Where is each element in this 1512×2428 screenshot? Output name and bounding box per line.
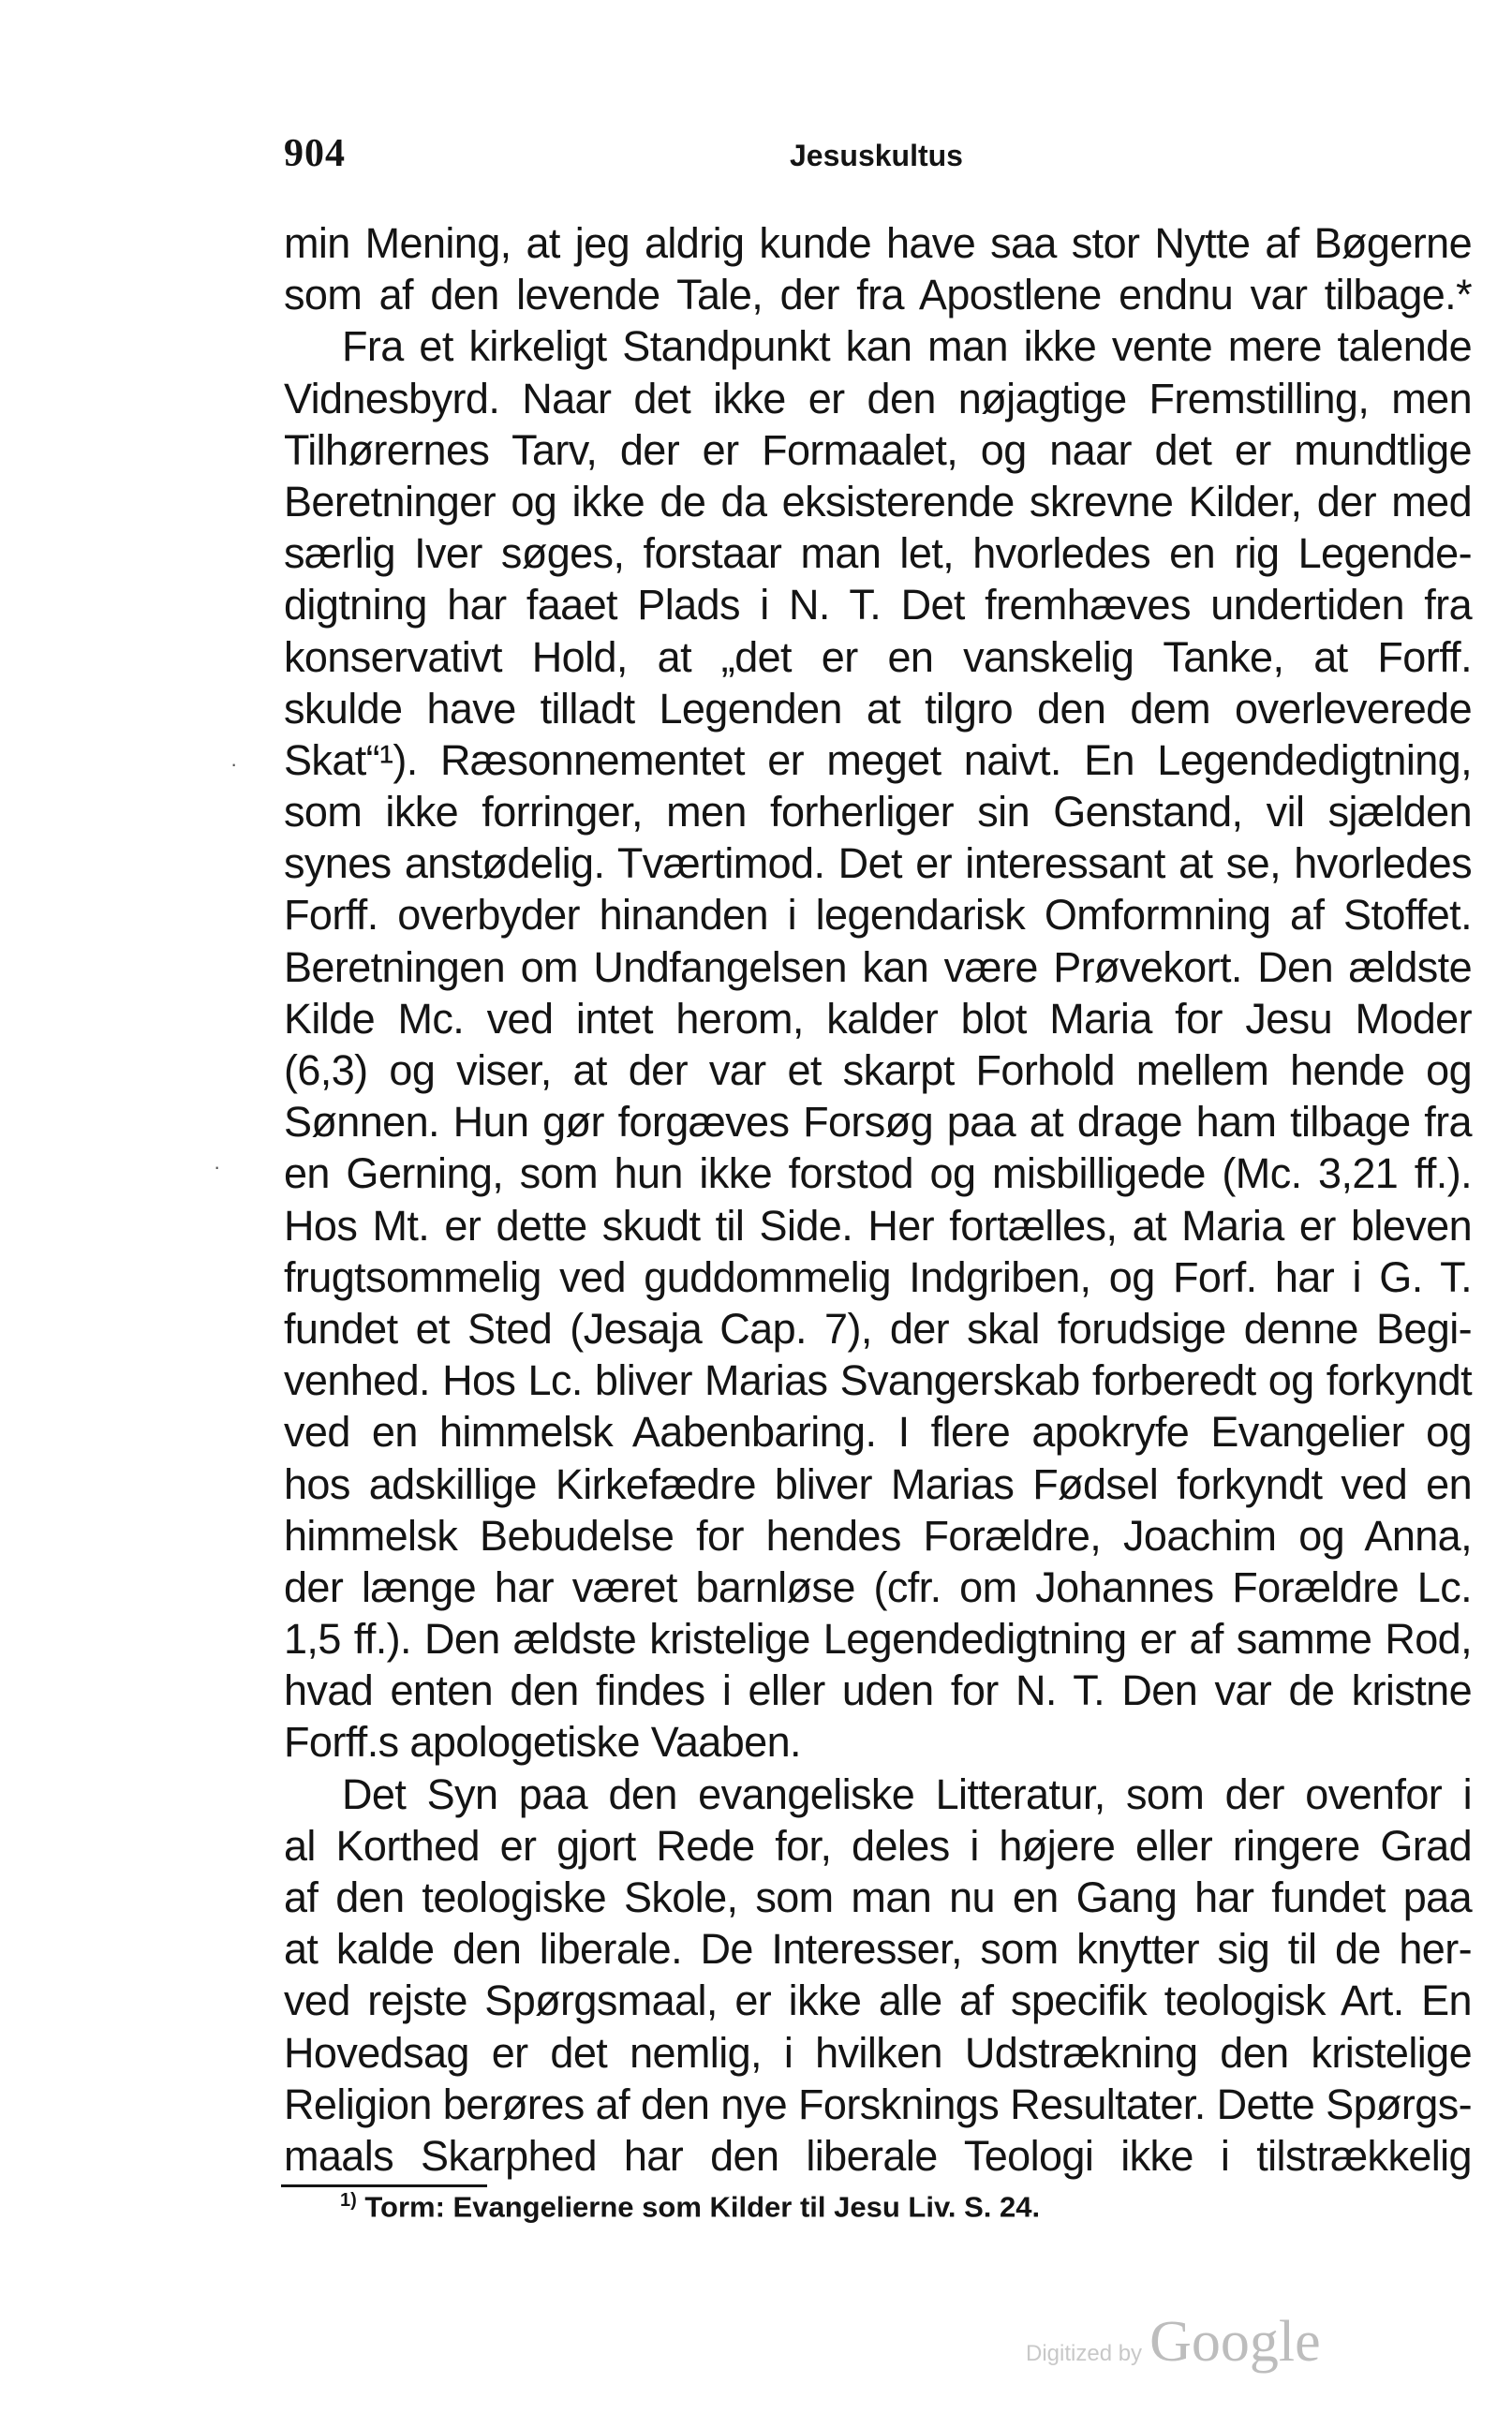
running-title: Jesuskultus	[790, 139, 963, 172]
text-line: særlig Iver søges, forstaar man let, hvorledes en rig Legende-	[284, 529, 1472, 578]
text-line: venhed. Hos Lc. bliver Marias Svangerskab forberedt og forkyndt	[284, 1356, 1472, 1405]
text-line: min Mening, at jeg aldrig kunde have saa stor Nytte af Bøgerne	[284, 219, 1472, 267]
margin-mark: ·	[214, 1155, 221, 1178]
footnote-text: Torm: Evangelierne som Kilder til Jesu Liv. S. 24.	[364, 2190, 1041, 2224]
text-line: (6,3) og viser, at der var et skarpt Forhold mellem hende og	[284, 1046, 1472, 1094]
text-line: himmelsk Bebudelse for hendes Forældre, Joachim og Anna,	[284, 1511, 1472, 1560]
text-line: Det Syn paa den evangeliske Litteratur, som der ovenfor i	[342, 1769, 1472, 1818]
text-line: hvad enten den findes i eller uden for N. T. Den var de kristne	[284, 1666, 1472, 1715]
text-line: Beretninger og ikke de da eksisterende skrevne Kilder, der med	[284, 477, 1472, 526]
text-line: Forff.s apologetiske Vaaben.	[284, 1718, 801, 1767]
text-line: en Gerning, som hun ikke forstod og misbilligede (Mc. 3,21 ff.).	[284, 1149, 1472, 1198]
text-line: al Korthed er gjort Rede for, deles i højere eller ringere Grad	[284, 1821, 1472, 1870]
text-line: der længe har været barnløse (cfr. om Johannes Forældre Lc.	[284, 1562, 1472, 1611]
text-line: maals Skarphed har den liberale Teologi ikke i tilstrækkelig	[284, 2131, 1472, 2180]
page-header	[284, 131, 1474, 187]
text-line: konservativt Hold, at „det er en vanskelig Tanke, at Forff.	[284, 632, 1472, 681]
text-line: skulde have tilladt Legenden at tilgro den dem overleverede	[284, 684, 1472, 733]
footnote	[340, 2190, 1040, 2224]
text-line: Tilhørernes Tarv, der er Formaalet, og naar det er mundtlige	[284, 425, 1472, 474]
text-line: at kalde den liberale. De Interesser, som knytter sig til de her-	[284, 1925, 1472, 1974]
text-line: som ikke forringer, men forherliger sin Genstand, vil sjælden	[284, 788, 1472, 836]
text-line: Sønnen. Hun gør forgæves Forsøg paa at drage ham tilbage fra	[284, 1098, 1472, 1147]
text-line: Forff. overbyder hinanden i legendarisk Omformning af Stoffet.	[284, 891, 1472, 940]
text-line: 1,5 ff.). Den ældste kristelige Legendedigtning er af samme Rod,	[284, 1615, 1472, 1664]
text-line: fundet et Sted (Jesaja Cap. 7), der skal forudsige denne Begi-	[284, 1304, 1472, 1353]
digitized-watermark	[1026, 2309, 1321, 2376]
text-line: Kilde Mc. ved intet herom, kalder blot Maria for Jesu Moder	[284, 994, 1472, 1043]
digitized-label: Digitized by	[1026, 2341, 1143, 2366]
margin-mark: ·	[230, 752, 238, 776]
text-line: som af den levende Tale, der fra Apostlene endnu var tilbage.*	[284, 271, 1472, 319]
text-line: ved rejste Spørgsmaal, er ikke alle af specifik teologisk Art. En	[284, 1976, 1472, 2025]
text-line: Religion berøres af den nye Forsknings Resultater. Dette Spørgs-	[284, 2080, 1472, 2128]
text-line: Hovedsag er det nemlig, i hvilken Udstrækning den kristelige	[284, 2028, 1472, 2077]
text-line: Vidnesbyrd. Naar det ikke er den nøjagtige Fremstilling, men	[284, 374, 1472, 422]
page-number: 904	[284, 132, 346, 175]
text-line: Beretningen om Undfangelsen kan være Prøvekort. Den ældste	[284, 942, 1472, 991]
text-line: synes anstødelig. Tværtimod. Det er interessant at se, hvorledes	[284, 839, 1472, 888]
body-text	[284, 217, 1472, 2182]
text-line: ved en himmelsk Aabenbaring. I flere apokryfe Evangelier og	[284, 1408, 1472, 1457]
text-line: af den teologiske Skole, som man nu en Gang har fundet paa	[284, 1873, 1472, 1921]
footnote-divider	[281, 2184, 487, 2187]
text-line: Hos Mt. er dette skudt til Side. Her fortælles, at Maria er bleven	[284, 1201, 1472, 1250]
text-line: digtning har faaet Plads i N. T. Det fremhæves undertiden fra	[284, 581, 1472, 629]
footnote-marker: 1)	[340, 2190, 357, 2211]
google-logo: Google	[1149, 2310, 1321, 2374]
text-line: frugtsommelig ved guddommelig Indgriben, og Forf. har i G. T.	[284, 1252, 1472, 1301]
text-line: Skat“¹). Ræsonnementet er meget naivt. En Legendedigtning,	[284, 735, 1472, 784]
text-line: hos adskillige Kirkefædre bliver Marias Fødsel forkyndt ved en	[284, 1459, 1472, 1508]
text-line: Fra et kirkeligt Standpunkt kan man ikke vente mere talende	[342, 322, 1472, 371]
